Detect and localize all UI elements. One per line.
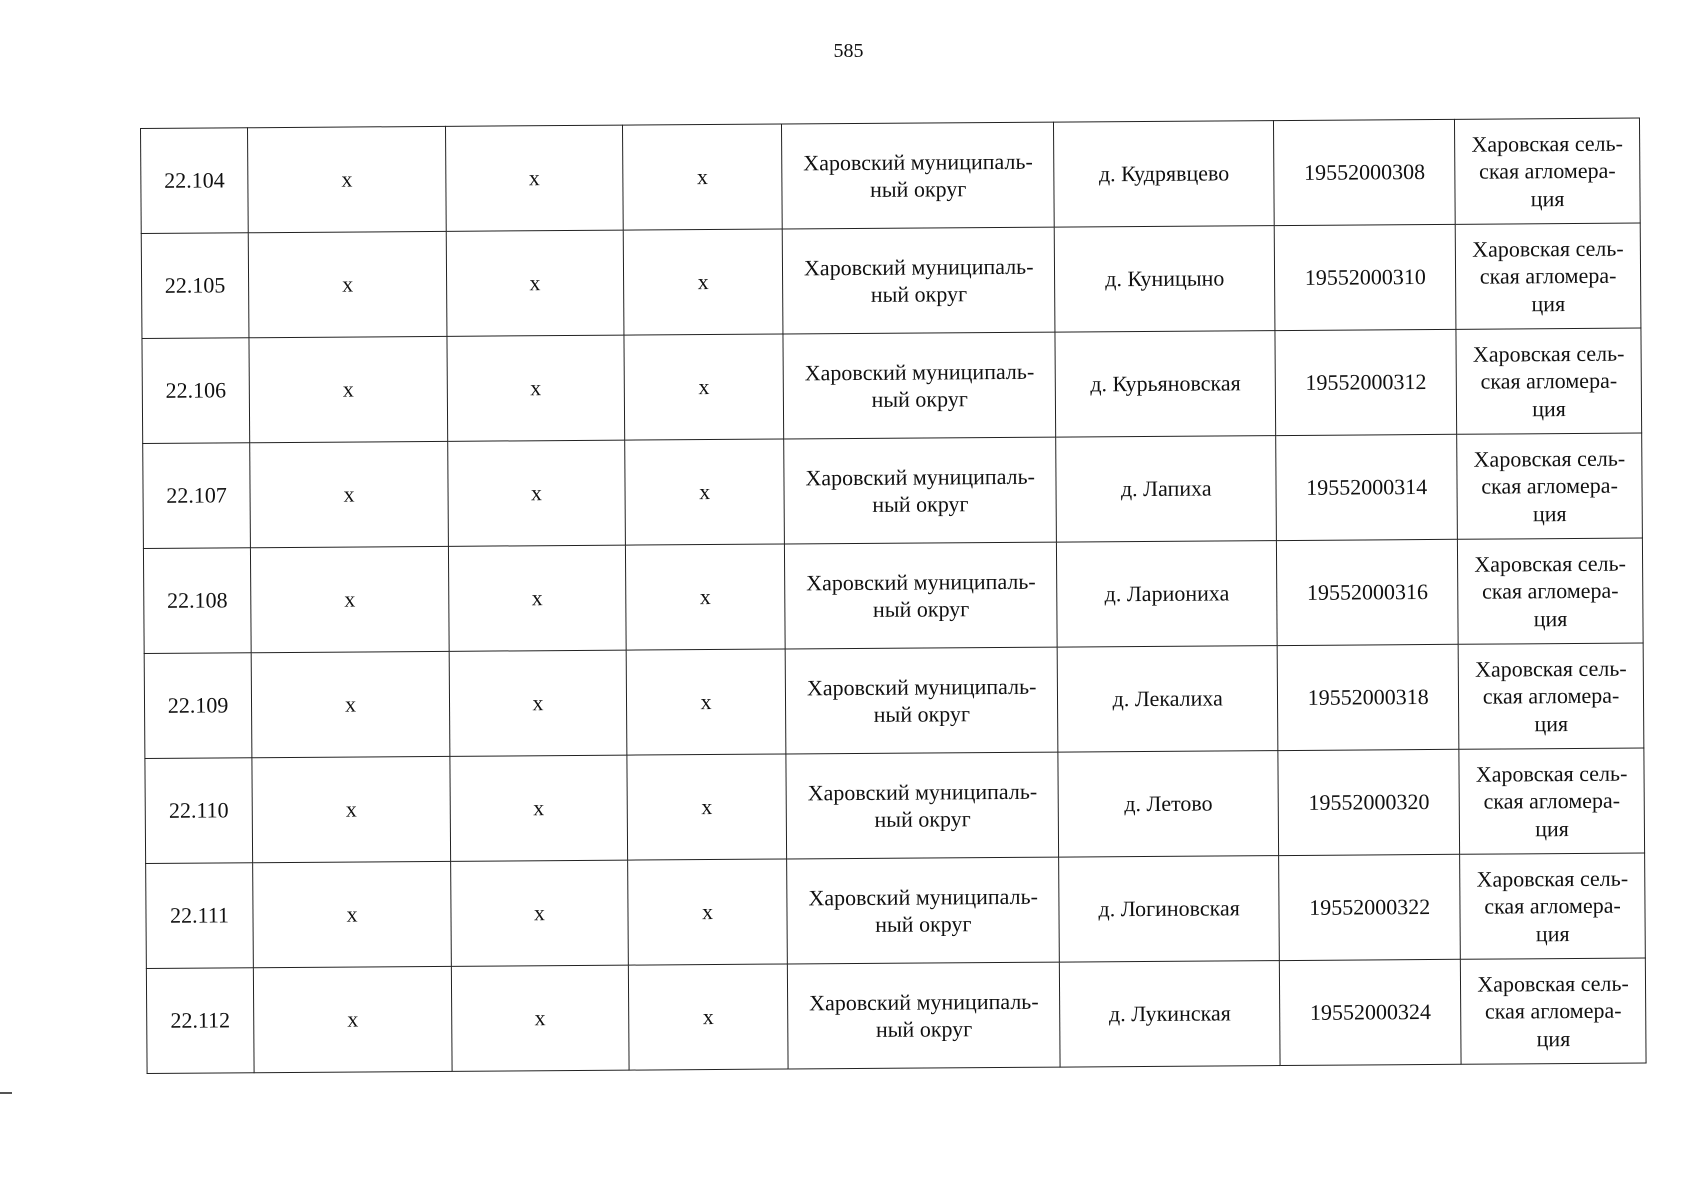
x-mark-cell: x: [446, 125, 623, 231]
district-line: Харовский муниципаль-: [803, 148, 1033, 175]
district-cell: [784, 437, 1056, 544]
agglomeration-line: ская агломера-: [1481, 472, 1618, 499]
district-line: Харовский муниципаль-: [809, 988, 1039, 1015]
x-mark-cell: x: [624, 439, 784, 545]
x-mark-cell: x: [623, 229, 783, 335]
agglomeration-cell: [1460, 853, 1646, 959]
code-cell: 19552000322: [1279, 854, 1461, 960]
agglomeration-cell: [1459, 748, 1645, 854]
x-mark-cell: x: [450, 755, 627, 861]
x-mark-cell: x: [451, 860, 628, 966]
table-row: [143, 433, 1643, 548]
district-cell: [787, 857, 1059, 964]
code-cell: 19552000308: [1274, 119, 1456, 225]
row-number-cell: 22.111: [146, 863, 254, 969]
table-row: [146, 958, 1646, 1073]
agglomeration-line: ская агломера-: [1482, 682, 1620, 709]
code-cell: 19552000312: [1275, 329, 1457, 435]
x-mark-cell: x: [627, 859, 787, 965]
x-mark-cell: x: [628, 964, 788, 1070]
x-mark-cell: x: [250, 441, 449, 547]
locality-cell: д. Куницыно: [1054, 226, 1275, 333]
locality-cell: д. Лариониха: [1057, 541, 1278, 648]
x-mark-cell: x: [449, 650, 626, 756]
row-number-cell: 22.107: [143, 443, 251, 549]
page-number: 585: [833, 40, 864, 62]
district-line: Харовский муниципаль-: [806, 568, 1036, 595]
agglomeration-line: ция: [1532, 500, 1567, 527]
agglomeration-line: ция: [1535, 815, 1569, 842]
district-line: Харовский муниципаль-: [804, 358, 1035, 385]
x-mark-cell: x: [446, 230, 623, 336]
agglomeration-line: Харовская сель-: [1475, 760, 1628, 787]
agglomeration-line: ская агломера-: [1483, 787, 1621, 814]
table-row: [146, 853, 1646, 968]
district-line: ный округ: [875, 1016, 973, 1042]
agglomeration-line: Харовская сель-: [1473, 445, 1626, 472]
table-row: [143, 538, 1643, 653]
agglomeration-line: Харовская сель-: [1472, 340, 1625, 367]
agglomeration-line: ская агломера-: [1484, 997, 1622, 1024]
row-number-cell: 22.105: [141, 233, 249, 339]
locality-cell: д. Лекалиха: [1057, 646, 1278, 753]
agglomeration-line: Харовская сель-: [1474, 655, 1627, 682]
x-mark-cell: x: [253, 966, 452, 1072]
district-line: ный округ: [874, 806, 971, 832]
district-line: ный округ: [872, 596, 970, 622]
x-mark-cell: x: [251, 651, 450, 757]
x-mark-cell: x: [625, 544, 785, 650]
district-cell: [785, 542, 1057, 649]
x-mark-cell: x: [624, 334, 784, 440]
agglomeration-line: Харовская сель-: [1471, 130, 1624, 157]
district-line: ный округ: [873, 701, 971, 727]
agglomeration-line: ция: [1535, 920, 1570, 947]
agglomeration-line: ция: [1531, 290, 1566, 317]
row-number-cell: 22.104: [141, 128, 249, 234]
agglomeration-line: ская агломера-: [1484, 892, 1621, 919]
agglomeration-cell: [1457, 433, 1643, 539]
table-row: [141, 118, 1641, 233]
agglomeration-line: ская агломера-: [1479, 262, 1617, 289]
agglomeration-cell: [1456, 328, 1642, 434]
x-mark-cell: x: [248, 231, 447, 337]
row-number-cell: 22.110: [145, 758, 253, 864]
x-mark-cell: x: [627, 754, 787, 860]
agglomeration-cell: [1460, 958, 1646, 1064]
agglomeration-line: Харовская сель-: [1472, 235, 1624, 262]
locality-cell: д. Логиновская: [1059, 856, 1280, 963]
district-line: Харовский муниципаль-: [807, 778, 1038, 805]
district-cell: [786, 647, 1058, 754]
code-cell: 19552000314: [1276, 434, 1458, 540]
table-row: [144, 643, 1644, 758]
district-cell: [782, 122, 1054, 229]
table-row: [142, 328, 1642, 443]
registry-table-body: [141, 118, 1647, 1073]
row-number-cell: 22.106: [142, 338, 250, 444]
scan-mark: [0, 1092, 12, 1094]
district-line: ный округ: [875, 911, 972, 937]
locality-cell: д. Лукинская: [1059, 961, 1280, 1068]
table-row: [145, 748, 1645, 863]
district-line: Харовский муниципаль-: [806, 673, 1037, 700]
agglomeration-cell: [1458, 538, 1644, 644]
agglomeration-line: ция: [1533, 605, 1568, 632]
agglomeration-cell: [1455, 223, 1641, 329]
agglomeration-line: ция: [1532, 395, 1566, 422]
agglomeration-line: ция: [1530, 185, 1565, 212]
district-line: ный округ: [871, 386, 968, 412]
code-cell: 19552000320: [1278, 749, 1460, 855]
x-mark-cell: x: [253, 861, 452, 967]
x-mark-cell: x: [252, 756, 451, 862]
district-cell: [783, 332, 1055, 439]
district-cell: [783, 227, 1055, 334]
locality-cell: д. Летово: [1058, 751, 1279, 858]
district-cell: [788, 962, 1060, 1069]
code-cell: 19552000316: [1277, 539, 1459, 645]
agglomeration-line: ция: [1534, 710, 1569, 737]
x-mark-cell: x: [622, 124, 782, 230]
agglomeration-line: Харовская сель-: [1477, 970, 1629, 997]
district-line: ный округ: [869, 176, 967, 202]
agglomeration-cell: [1458, 643, 1644, 749]
x-mark-cell: x: [448, 440, 625, 546]
code-cell: 19552000310: [1275, 224, 1457, 330]
agglomeration-cell: [1455, 118, 1641, 224]
district-line: ный округ: [870, 281, 968, 307]
district-line: Харовский муниципаль-: [808, 883, 1038, 910]
agglomeration-line: ская агломера-: [1480, 367, 1618, 394]
code-cell: 19552000318: [1277, 644, 1459, 750]
x-mark-cell: x: [447, 335, 624, 441]
agglomeration-line: ская агломера-: [1479, 157, 1616, 184]
district-line: ный округ: [872, 491, 969, 517]
registry-table-container: [140, 118, 1647, 1074]
row-number-cell: 22.109: [144, 653, 252, 759]
code-cell: 19552000324: [1280, 959, 1462, 1065]
locality-cell: д. Курьяновская: [1055, 331, 1276, 438]
x-mark-cell: x: [448, 545, 625, 651]
registry-table: [140, 118, 1647, 1074]
locality-cell: д. Лапиха: [1056, 436, 1277, 543]
district-cell: [786, 752, 1058, 859]
x-mark-cell: x: [249, 336, 448, 442]
district-line: Харовский муниципаль-: [803, 253, 1034, 280]
agglomeration-line: ция: [1536, 1025, 1571, 1052]
district-line: Харовский муниципаль-: [805, 463, 1036, 490]
x-mark-cell: x: [248, 126, 447, 232]
agglomeration-line: Харовская сель-: [1476, 865, 1629, 892]
agglomeration-line: Харовская сель-: [1474, 550, 1626, 577]
row-number-cell: 22.108: [143, 548, 251, 654]
x-mark-cell: x: [250, 546, 449, 652]
locality-cell: д. Кудрявцево: [1054, 121, 1275, 228]
table-row: [141, 223, 1641, 338]
x-mark-cell: x: [451, 965, 628, 1071]
row-number-cell: 22.112: [146, 968, 254, 1074]
agglomeration-line: ская агломера-: [1481, 577, 1619, 604]
x-mark-cell: x: [626, 649, 786, 755]
